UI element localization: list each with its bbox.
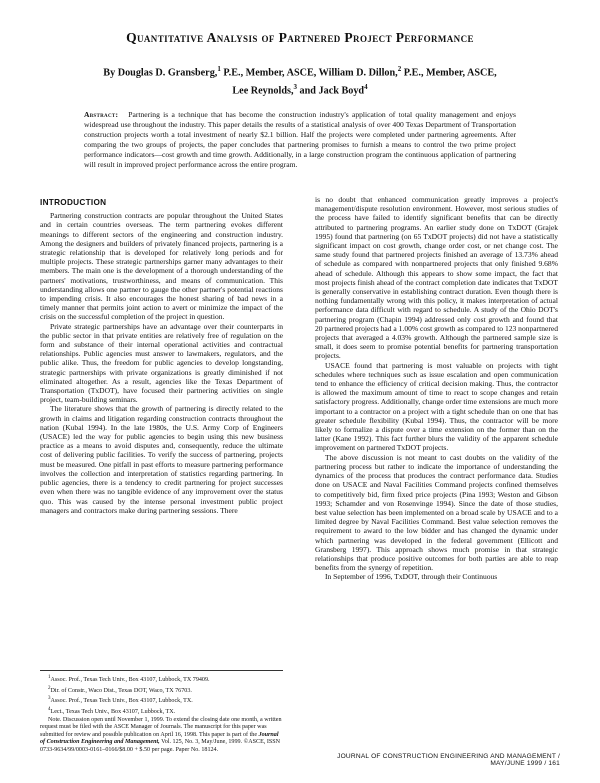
footnote (40, 685, 283, 696)
footnote-text: Lect., Texas Tech Univ., Box 43107, Lubbock, TX. (50, 708, 176, 715)
paragraph: Private strategic partnerships have an advantage over their counterparts in the public sector in that private entities are relatively free of regulation on the form and substance of their internal operational activities and contractual relationships. Public agencies must answer to lawmakers, regulators, and the public alike. Thus, the freedom for public agencies to develop longstanding, strategic partnerships with private organizations is greatly diminished if not eliminated altogether. As a result, agencies like the Texas Department of Transportation (TxDOT), have focused their partnering activities on single project, team-building seminars. (40, 321, 283, 405)
abstract-text: Partnering is a technique that has become the construction industry's application of total quality management and enjoys widespread use throughout the industry. This paper details the results of a statistical analysis of over 400 Texas Department of Transportation construction projects worth a total investment of nearly $2.1 billion. Half the projects were completed under partnering agreements. After comparing the two groups of projects, the paper concludes that partnering promises to furnish a means to control the two prime project performance indicators—cost growth and time growth. Additionally, in a large construction program the continuous application of partnering will result in improved project performance across the entire program. (84, 110, 516, 169)
page-footer: JOURNAL OF CONSTRUCTION ENGINEERING AND MANAGEMENT / MAY/JUNE 1999 / 161 (337, 753, 560, 767)
abstract (84, 110, 516, 169)
paper-title: Quantitative Analysis of Partnered Project Performance (126, 30, 474, 45)
paragraph: Partnering construction contracts are popular throughout the United States and in certain countries overseas. The term partnering evokes different meanings to different sectors of the engineering and construction industry. Among the designers and builders of privately financed projects, partnering is a strategic relationship that is developed for relatively long periods and for multiple projects. These strategic partnerships garner many advantages to their members. The main one is the development of a thorough understanding of the partners' motivations, trustworthiness, and means of communication. This understanding allows one partner to gauge the other partner's potential reactions to impending crisis. It also encourages the honest sharing of bad news in a timely manner that permits joint action to avert or minimize the impact of the crisis on the successful completion of the project in question. (40, 211, 283, 322)
footnotes (40, 670, 283, 754)
journal-name: Journal of Construction Engineering and Management, (40, 731, 279, 746)
paragraph: In September of 1996, TxDOT, through their Continuous (325, 572, 498, 582)
paragraph: is no doubt that enhanced communication greatly improves a project's management/dispute resolution environment. However, most serious studies of the process have failed to identify significant benefits that can be directly attributed to partnering programs. An earlier study done on TxDOT (Grajek 1995) found that partnering (on 65 TxDOT projects) did not have a statistically significant impact on cost growth, change order cost, or net change cost. The same study found that partnered projects finished an average of 13.73% ahead of schedule as compared with nonpartnered projects that only finished 9.68% ahead of schedule. Although this appears to show some impact, the fact that most projects finish ahead of the contract completion date indicates that TxDOT is generally conservative in establishing contract duration. Even though there is nothing fundamentally wrong with this policy, it makes interpretation of actual performance data difficult with regard to schedule. A study of the Ohio DOT's partnering program (Chapin 1994) addressed only cost growth and found that 20 partnered projects had a 1.00% cost growth as compared to 123 nonpartnered projects that averaged a 4.03% growth. Although the partnered sample size is small, it does seem to promise potential benefits for partnering transportation projects. (315, 195, 558, 361)
author-name: Lee Reynolds, (232, 85, 294, 97)
abstract-label: Abstract: (84, 110, 119, 119)
note-text: Note. Discussion open until November 1, 1999. To extend the closing date one month, a written request must be filed with the ASCE Manager of Journals. The manuscript for this paper was submitted for review and possible publication on April 16, 1998. This paper is part of the (40, 716, 282, 738)
footnote-marker: 1 (217, 65, 221, 73)
author-conjunction: and (297, 85, 319, 97)
author-name: Jack Boyd (318, 85, 365, 97)
footnote (40, 674, 283, 685)
footnote-text: Assoc. Prof., Texas Tech Univ., Box 43107, Lubbock, TX 79409. (50, 677, 210, 684)
footnote-marker: 1 (48, 675, 51, 680)
publication-note (40, 717, 283, 755)
left-column (40, 195, 283, 515)
footnote-text: Dir. of Constr., Waco Dist., Texas DOT, Waco, TX 76703. (50, 687, 192, 694)
footnote-marker: 2 (48, 685, 51, 691)
author-credentials: P.E., Member, ASCE, (401, 67, 497, 79)
footnote-marker: 4 (364, 83, 368, 92)
author-credentials: P.E., Member, ASCE, (220, 67, 319, 79)
footnote-marker: 3 (48, 696, 51, 702)
author-name: By Douglas D. Gransberg, (103, 67, 218, 79)
paragraph: USACE found that partnering is most valuable on projects with tight schedules where techniques such as issue escalation and open communication tend to enhance the efficiency of critical decision making. Thus, the contractor is allowed the maximum amount of time to react to scope changes and retain satisfactory progress. Additionally, change order time extensions are much more important to a contractor on a project with a tight schedule than on one that has greater schedule flexibility (Kubal 1994). Thus, the contractor will be more likely to formalize a dispute over a time extension on the former than on the latter (Kane 1992). This fact further blurs the validity of the apparent schedule improvement on partnered TxDOT projects. (315, 360, 558, 453)
footnote-marker: 2 (397, 65, 402, 73)
author-list (40, 62, 560, 99)
footnote-marker: 4 (48, 706, 51, 712)
note-text: Vol. 125, No. 3, May/June, 1999. ©ASCE, ISSN 0733-9634/99/0003-0161–0166/$8.00 + $.50 per page. Paper No. 18124. (40, 739, 281, 753)
footnote (40, 695, 283, 706)
right-column (315, 195, 558, 582)
footnote-text: Assoc. Prof., Texas Tech Univ., Box 43107, Lubbock, TX. (50, 698, 193, 705)
paragraph: The literature shows that the growth of partnering is directly related to the growth in claims and litigation regarding construction contracts throughout the nation (Kubal 1994). In the late 1980s, the U.S. Army Corp of Engineers (USACE) led the way for public agencies to begin using this new business practice as a means to avoid disputes and, consequently, reduce the ultimate cost of delivering public facilities. To verify the success of partnering, projects must be measured. One pitfall in past efforts to measure partnering performance involves the collection and interpretation of statistics regarding partnering. In public agencies, there is a tendency to credit partnering for project successes even when there was no tangible evidence of any improvement over the status quo. This was caused by the intense personal investment public project managers and contractors make during partnering sessions. There (40, 404, 283, 515)
author-name: William D. Dillon, (318, 67, 398, 79)
footnote (40, 706, 283, 717)
paragraph: The above discussion is not meant to cast doubts on the validity of the partnering process but rather to indicate the importance of understanding the dynamics of the process that produces the contract performance data. Studies done on USACE and Naval Facilities Command projects confined themselves to competitively bid, firm fixed price projects (Pina 1993; Weston and Gibson 1993; Schamder and von Rosenvinge 1994). Since the date of those studies, best value selection has been implemented on a broad scale by USACE and to a limited degree by Naval Facilities Command. Best value selection removes the requirement to award to the low bidder and has changed the dynamic under which partnering was developed in the federal government (Ellicott and Gransberg 1997). This approach shows much promise in that strategic relationships that produce positive outcomes for both parties are able to reap benefits from the synergy of repetition. (315, 452, 558, 573)
section-heading: INTRODUCTION (40, 198, 107, 207)
footnote-marker: 3 (293, 83, 297, 92)
